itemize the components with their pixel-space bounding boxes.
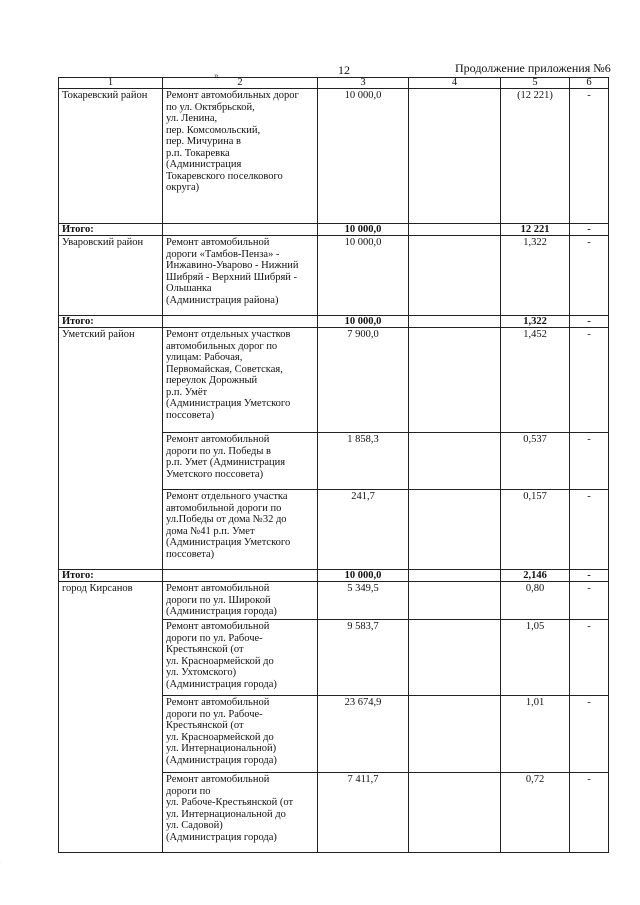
description-cell: Ремонт автомобильной дороги по ул. Рабоче- Крестьянской (от ул. Красноармейской до ул. Ухтомского) (Администрация города) [163, 620, 318, 696]
length-cell: 1,05 [501, 620, 570, 696]
length-cell: 1,452 [501, 328, 570, 433]
amount-cell: 5 349,5 [318, 582, 409, 620]
description-cell: Ремонт отдельных участков автомобильных дорог по улицам: Рабочая, Первомайская, Советская, переулок Дорожный р.п. Умёт (Администрация Уметского поссовета) [163, 328, 318, 433]
total-length: 12 221 [501, 224, 570, 236]
length-cell: 0,72 [501, 773, 570, 853]
amount-cell: 10 000,0 [318, 89, 409, 224]
dash-cell: - [570, 582, 609, 620]
total-dash: - [570, 316, 609, 328]
total-amount: 10 000,0 [318, 570, 409, 582]
dash-cell: - [570, 433, 609, 490]
length-cell: 1,322 [501, 236, 570, 316]
continuation-note: Продолжение приложения №6 [455, 61, 611, 75]
appendix-table [58, 77, 609, 853]
empty-cell [409, 582, 501, 620]
amount-cell: 9 583,7 [318, 620, 409, 696]
description-cell: Ремонт автомобильной дороги «Тамбов-Пенза» - Инжавино-Уварово - Нижний Шибряй - Верхний Шибряй - Ольшанка (Администрация района) [163, 236, 318, 316]
total-label: Итого: [59, 316, 163, 328]
empty-cell [409, 316, 501, 328]
description-cell: Ремонт автомобильной дороги по ул. Широкой (Администрация города) [163, 582, 318, 620]
table-row [59, 89, 609, 224]
dash-cell: - [570, 328, 609, 433]
description-cell: Ремонт автомобильных дорог по ул. Октябрьской, ул. Ленина, пер. Комсомольский, пер. Мичурина в р.п. Токаревка (Администрация Токаревского поселкового округа) [163, 89, 318, 224]
dash-cell: - [570, 89, 609, 224]
empty-cell [409, 620, 501, 696]
total-amount: 10 000,0 [318, 224, 409, 236]
length-cell: 0,157 [501, 490, 570, 570]
total-row [59, 570, 609, 582]
district-cell: Уваровский район [59, 236, 163, 316]
district-cell: Уметский район [59, 328, 163, 570]
total-length: 2,146 [501, 570, 570, 582]
empty-cell [409, 570, 501, 582]
amount-cell: 23 674,9 [318, 696, 409, 773]
table-row [59, 582, 609, 620]
margin-mark [0, 855, 1, 866]
amount-cell: 241,7 [318, 490, 409, 570]
empty-cell [409, 236, 501, 316]
header-row [59, 78, 609, 89]
empty-cell [409, 224, 501, 236]
description-cell: Ремонт автомобильной дороги по ул. Рабоче-Крестьянской (от ул. Интернациональной до ул. Садовой) (Администрация города) [163, 773, 318, 853]
table-row [59, 236, 609, 316]
dash-cell: - [570, 773, 609, 853]
empty-cell [409, 89, 501, 224]
header-cell: 1 [59, 78, 163, 89]
total-dash: - [570, 224, 609, 236]
empty-cell [163, 570, 318, 582]
dash-cell: - [570, 620, 609, 696]
empty-cell [409, 490, 501, 570]
empty-cell [409, 773, 501, 853]
empty-cell [409, 696, 501, 773]
description-cell: Ремонт отдельного участка автомобильной дороги по ул.Победы от дома №32 до дома №41 р.п. Умет (Администрация Уметского поссовета) [163, 490, 318, 570]
total-dash: - [570, 570, 609, 582]
length-cell: 1,01 [501, 696, 570, 773]
header-cell: 5 [501, 78, 570, 89]
dash-cell: - [570, 236, 609, 316]
total-amount: 10 000,0 [318, 316, 409, 328]
total-length: 1,322 [501, 316, 570, 328]
district-cell: город Кирсанов [59, 582, 163, 853]
total-label: Итого: [59, 224, 163, 236]
length-cell: 0,80 [501, 582, 570, 620]
amount-cell: 10 000,0 [318, 236, 409, 316]
description-cell: Ремонт автомобильной дороги по ул. Победы в р.п. Умет (Администрация Уметского поссовета) [163, 433, 318, 490]
total-label: Итого: [59, 570, 163, 582]
header-cell: 6 [570, 78, 609, 89]
page-number: 12 [338, 63, 350, 77]
header-cell: 3 [318, 78, 409, 89]
empty-cell [163, 224, 318, 236]
length-cell: 0,537 [501, 433, 570, 490]
table-row [59, 328, 609, 433]
empty-cell [163, 316, 318, 328]
length-cell: (12 221) [501, 89, 570, 224]
amount-cell: 7 900,0 [318, 328, 409, 433]
dash-cell: - [570, 696, 609, 773]
district-cell: Токаревский район [59, 89, 163, 224]
header-cell: 2 [163, 78, 318, 89]
scan-speck: » [214, 70, 219, 80]
description-cell: Ремонт автомобильной дороги по ул. Рабоче- Крестьянской (от ул. Красноармейской до ул. Интернациональной) (Администрация города) [163, 696, 318, 773]
amount-cell: 7 411,7 [318, 773, 409, 853]
header-cell: 4 [409, 78, 501, 89]
amount-cell: 1 858,3 [318, 433, 409, 490]
empty-cell [409, 433, 501, 490]
total-row [59, 224, 609, 236]
total-row [59, 316, 609, 328]
empty-cell [409, 328, 501, 433]
dash-cell: - [570, 490, 609, 570]
